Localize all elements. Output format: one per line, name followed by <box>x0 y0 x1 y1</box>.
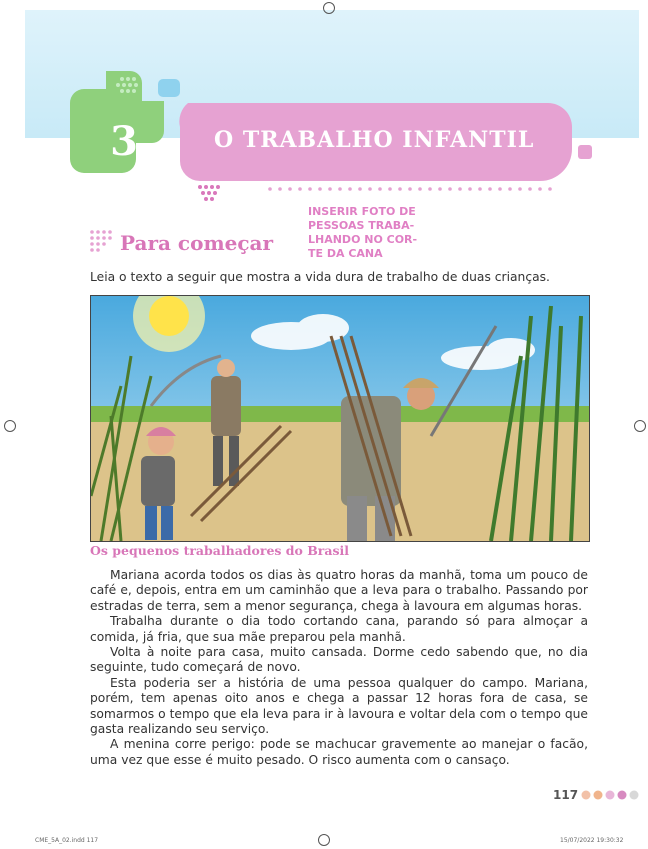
sugarcane-illustration <box>90 295 590 542</box>
dot-pattern-pink-icon <box>198 185 220 201</box>
story-paragraph: Esta poderia ser a história de uma pessoa qualquer do campo. Mariana, porém, tem apenas oito anos e chega a passar 12 horas fora de casa, se somarmos o tempo que ela leva para ir à lavoura e voltar dela com o tempo que gasta realizando seu serviço. <box>90 675 588 737</box>
intro-text: Leia o texto a seguir que mostra a vida dura de trabalho de duas crianças. <box>90 270 550 284</box>
story-paragraph: Trabalha durante o dia todo cortando cana, parando só para almoçar a comida, já fria, que sua mãe preparou pela manhã. <box>90 614 588 644</box>
chapter-title: O TRABALHO INFANTIL <box>214 127 535 153</box>
decor-square-icon <box>158 79 180 97</box>
crop-mark-left-icon <box>4 420 16 432</box>
story-title: Os pequenos trabalhadores do Brasil <box>90 543 350 558</box>
story-paragraph: Mariana acorda todos os dias às quatro horas da manhã, toma um pouco de café e, depois, entra em um caminhão que a leva para o trabalho. Passando por estradas de terra, sem a menor segurança, chega à lavoura em algumas horas. <box>90 568 588 613</box>
story-paragraph: A menina corre perigo: pode se machucar gravemente ao manejar o facão, uma vez que esse é muito pesado. O risco aumenta com o cansaço. <box>90 737 588 767</box>
editor-note: INSERIR FOTO DE PESSOAS TRABA-LHANDO NO COR-TE DA CANA <box>308 205 418 260</box>
footer-file-label: CME_5A_02.indd 117 <box>35 837 99 844</box>
decor-pink-square-icon <box>578 145 592 159</box>
section-dots-icon <box>88 228 116 256</box>
page-dots-icon <box>580 789 640 801</box>
story-paragraph: Volta à noite para casa, muito cansada. Dorme cedo sabendo que, no dia seguinte, tudo começará de novo. <box>90 645 588 675</box>
crop-mark-icon <box>323 2 335 14</box>
footer-timestamp: 15/07/2022 19:30:32 <box>560 837 624 844</box>
story-text <box>90 568 588 768</box>
crop-mark-right-icon <box>634 420 646 432</box>
page-number: 117 <box>553 788 579 802</box>
crop-mark-bottom-icon <box>318 834 330 846</box>
section-title: Para começar <box>120 231 273 255</box>
chapter-number: 3 <box>110 118 138 165</box>
